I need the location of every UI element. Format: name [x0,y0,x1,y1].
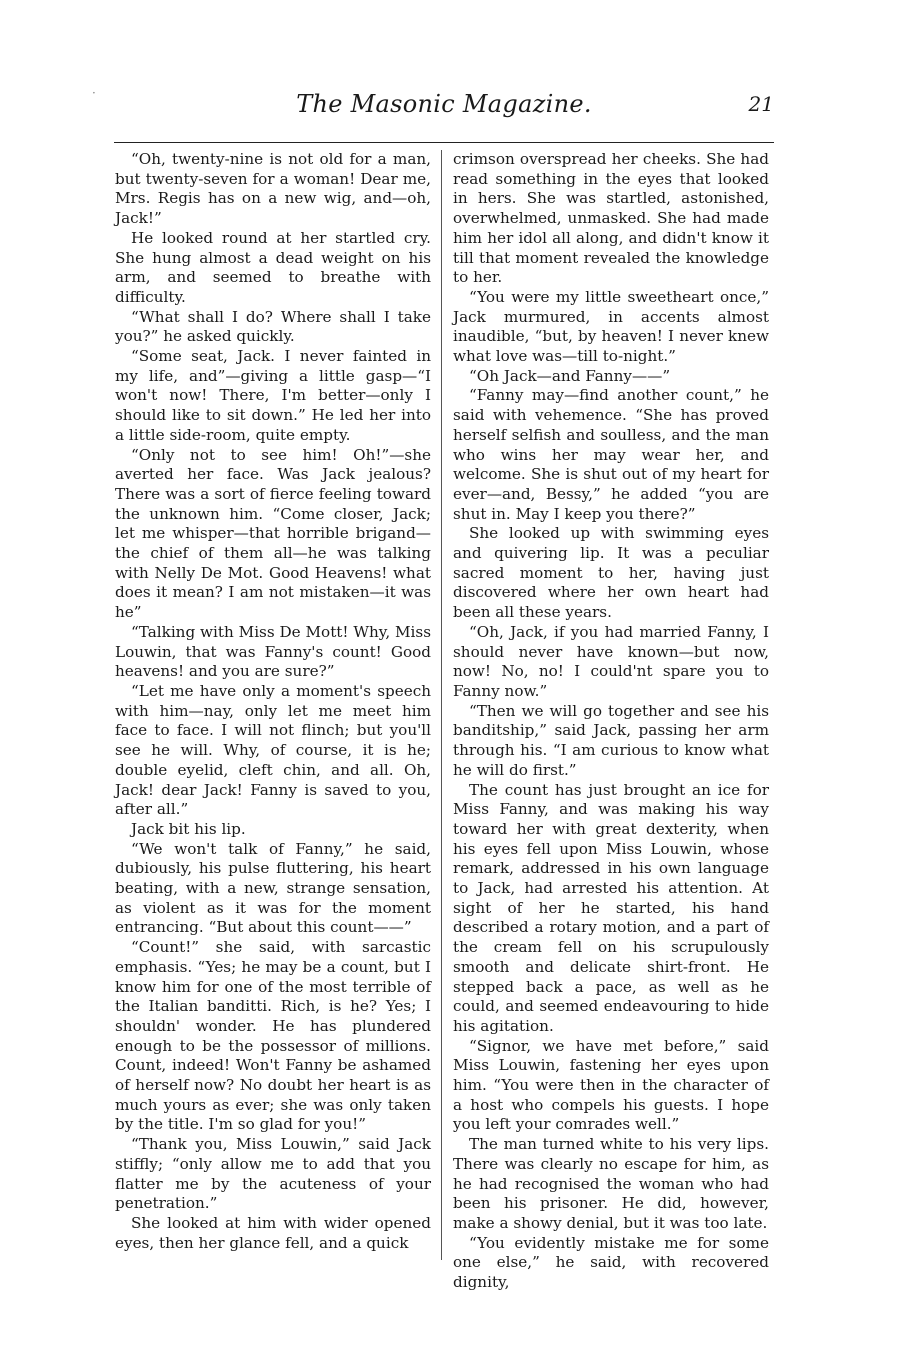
paragraph: “You were my little sweetheart once,” Jack murmured, in accents almost inaudible, “but, by heaven! I never knew what love was—till to-night.” [453,287,769,366]
paragraph: “Count!” she said, with sarcastic emphasis. “Yes; he may be a count, but I know him for one of the most terrible of the Italian banditti. Rich, is he? Yes; I shouldn' wonder. He has plundered enough to be the possessor of millions. Count, indeed! Won't Fanny be ashamed of herself now? No doubt her heart is as much yours as ever; she was only taken by the title. I'm so glad for you!” [115,938,431,1134]
paragraph: “Thank you, Miss Louwin,” said Jack stiffly; “only allow me to add that you flatter me by the acuteness of your penetration.” [115,1135,431,1213]
paragraph: “Oh Jack—and Fanny——” [469,366,671,385]
paragraph: “Talking with Miss De Mott! Why, Miss Louwin, that was Fanny's count! Good heavens! and you are sure?” [115,622,431,681]
page-title: The Masonic Magazine. [296,90,592,118]
paragraph: “Oh, Jack, if you had married Fanny, I should never have known—but now, now! No, no! I could'nt spare you to Fanny now.” [453,622,769,700]
paragraph: She looked at him with wider opened eyes, then her glance fell, and a quick [115,1213,431,1252]
paragraph: “Let me have only a moment's speech with him—nay, only let me meet him face to face. I will not flinch; but you'll see he will. Why, of course, it is he; double eyelid, cleft chin, and all. Oh, Jack! dear Jack! Fanny is saved to you, after all.” [115,681,431,819]
paragraph: “Some seat, Jack. I never fainted in my life, and”—giving a little gasp—“I won't now! There, I'm better—only I should like to sit down.” He led her into a little side-room, quite empty. [115,347,431,444]
margin-mark: · [92,86,96,100]
paragraph: “Signor, we have met before,” said Miss Louwin, fastening her eyes upon him. “You were then in the character of a host who compels his guests. I hope you left your comrades well.” [453,1036,769,1134]
paragraph: “What shall I do? Where shall I take you?” he asked quickly. [115,307,431,346]
column-divider [441,150,442,1260]
paragraph: “We won't talk of Fanny,” he said, dubiously, his pulse fluttering, his heart beating, with a new, strange sensation, as violent as it was for the moment entrancing. “But about this count——” [115,839,431,937]
paragraph: Jack bit his lip. [131,819,246,838]
paragraph: She looked up with swimming eyes and quivering lip. It was a peculiar sacred moment to her, having just discovered where her own heart had been all these years. [453,524,769,622]
paragraph: “Fanny may—find another count,” he said with vehemence. “She has proved herself selfish and soulless, and the man who wins her may wear her, and welcome. She is shut out of my heart for ever—and, Bessy,” he added “you are shut in. May I keep you there?” [453,386,769,523]
page-number: 21 [748,92,774,116]
left-column [115,150,431,1260]
paragraph: The count has just brought an ice for Miss Fanny, and was making his way toward her with great dexterity, when his eyes fell upon Miss Louwin, whose remark, addressed in his own language to Jack, had arrested his attention. At sight of her he started, his hand described a rotary motion, and a part of the cream fell on his scrupulously smooth and delicate shirt-front. He stepped back a pace, as well as he could, and seemed endeavouring to hide his agitation. [453,780,769,1035]
page-header [114,86,774,122]
right-column [453,150,769,1292]
paragraph: “Oh, twenty-nine is not old for a man, but twenty-seven for a woman! Dear me, Mrs. Regis has on a new wig, and—oh, Jack!” [115,150,431,228]
paragraph: crimson overspread her cheeks. She had read something in the eyes that looked in hers. She was startled, astonished, overwhelmed, unmasked. She had made him her idol all along, and didn't know it till that moment revealed the knowledge to her. [453,150,769,287]
paragraph: He looked round at her startled cry. She hung almost a dead weight on his arm, and seemed to breathe with difficulty. [115,228,431,306]
paragraph: “Then we will go together and see his banditship,” said Jack, passing her arm through his. “I am curious to know what he will do first.” [453,701,769,779]
header-rule [114,142,774,143]
paragraph: The man turned white to his very lips. There was clearly no escape for him, as he had recognised the woman who had been his prisoner. He did, however, make a showy denial, but it was too late. [453,1135,769,1232]
paragraph: “Only not to see him! Oh!”—she averted her face. Was Jack jealous? There was a sort of fierce feeling toward the unknown him. “Come closer, Jack; let me whisper—that horrible brigand—the chief of them all—he was talking with Nelly De Mot. Good Heavens! what does it mean? I am not mistaken—it was he” [115,445,431,622]
paragraph: “You evidently mistake me for some one else,” he said, with recovered dignity, [453,1233,769,1292]
